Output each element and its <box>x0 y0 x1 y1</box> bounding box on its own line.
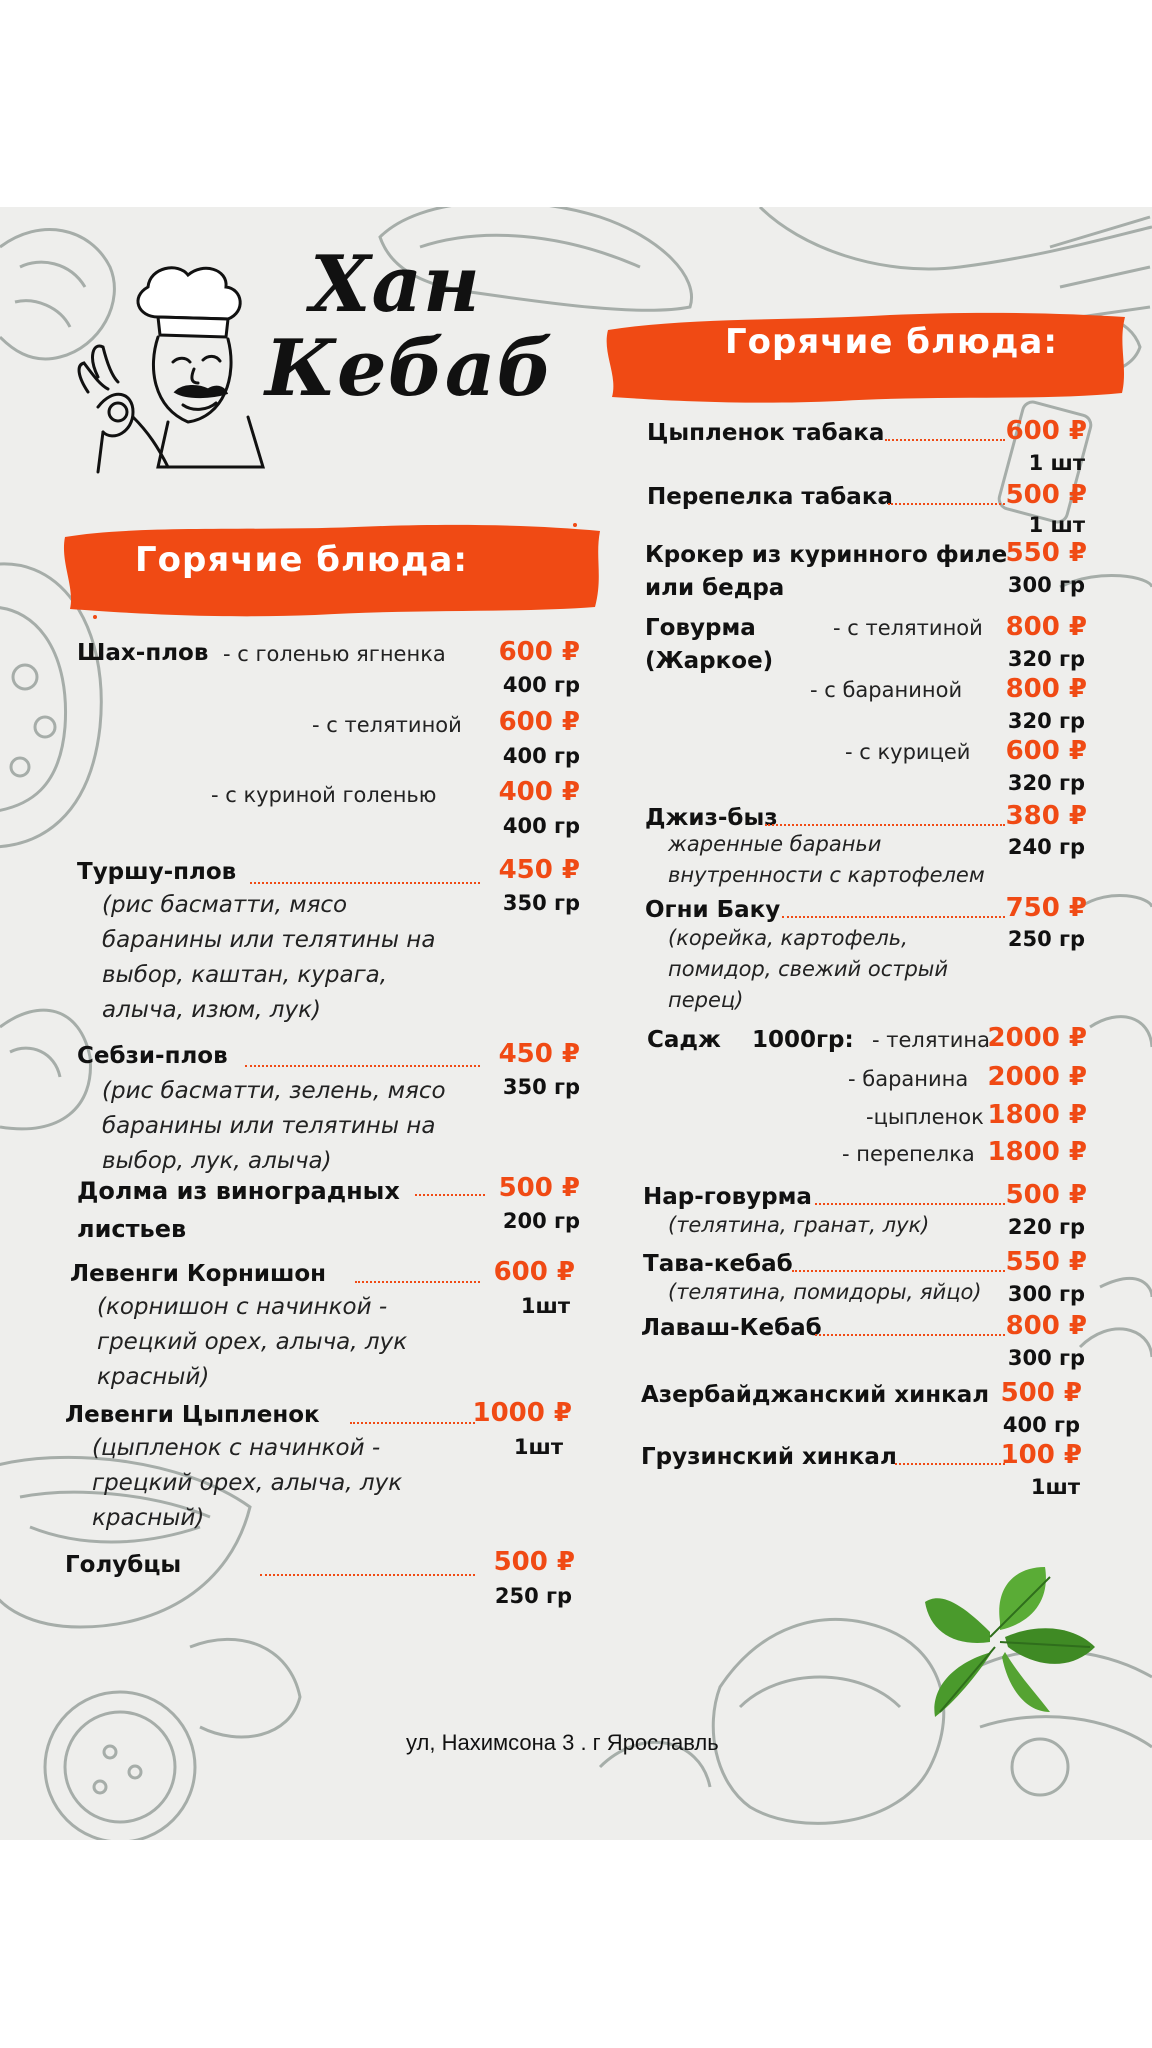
dish-sadzh-price-1: 2000 ₽ <box>987 1023 1087 1053</box>
dish-lavash-kebab-weight: 300 гр <box>1007 1346 1085 1370</box>
dotted-leader <box>245 1065 480 1067</box>
dish-shah-plov-variant-3: - с куриной голенью <box>211 783 437 807</box>
dish-kroker-name-line2: или бедра <box>645 575 785 601</box>
dish-dolma-price: 500 ₽ <box>498 1173 580 1203</box>
dish-sadzh-variant-4: - перепелка <box>842 1142 975 1166</box>
dish-govurma-variant-1: - с телятиной <box>833 616 983 640</box>
dish-gruz-khinkal-weight: 1шт <box>1030 1475 1080 1499</box>
dish-levengi-tsyplenok-price: 1000 ₽ <box>472 1398 572 1428</box>
dish-tava-kebab-price: 550 ₽ <box>1005 1247 1087 1277</box>
dish-sadzh-price-2: 2000 ₽ <box>987 1062 1087 1092</box>
dish-sebzi-plov-price: 450 ₽ <box>498 1039 580 1069</box>
dish-perepelka-tabaka-price: 500 ₽ <box>1005 480 1087 510</box>
dish-govurma-weight-2: 320 гр <box>1007 709 1085 733</box>
dotted-leader <box>765 824 1005 826</box>
dish-ogni-baku-weight: 250 гр <box>1007 927 1085 951</box>
dish-azer-khinkal-price: 500 ₽ <box>1000 1378 1082 1408</box>
dish-golubtsy-name: Голубцы <box>65 1552 182 1578</box>
dish-tava-kebab-name: Тава-кебаб <box>643 1251 793 1277</box>
right-header-title: Горячие блюда: <box>725 322 1058 362</box>
dish-govurma-weight-3: 320 гр <box>1007 771 1085 795</box>
dish-sadzh-variant-1: - телятина <box>872 1028 990 1052</box>
dish-tsyplenok-tabaka-weight: 1 шт <box>1028 451 1085 475</box>
dish-levengi-tsyplenok-weight: 1шт <box>513 1435 563 1459</box>
dish-sadzh-weight-label: 1000гр: <box>752 1027 854 1053</box>
left-header-title: Горячие блюда: <box>135 540 468 580</box>
dish-sebzi-plov-weight: 350 гр <box>502 1075 580 1099</box>
dish-govurma-name-line2: (Жаркое) <box>645 648 774 674</box>
dish-dzhiz-byz-weight: 240 гр <box>1007 835 1085 859</box>
dish-dolma-name-line1: Долма из виноградных <box>77 1177 400 1205</box>
dish-perepelka-tabaka-name: Перепелка табака <box>647 484 893 510</box>
dish-nar-govurma-description: (телятина, гранат, лук) <box>668 1213 930 1237</box>
dotted-leader <box>415 1194 485 1196</box>
dish-levengi-kornishon-price: 600 ₽ <box>493 1257 575 1287</box>
dish-sadzh-price-3: 1800 ₽ <box>987 1100 1087 1130</box>
dish-nar-govurma-price: 500 ₽ <box>1005 1180 1087 1210</box>
dish-turshu-plov-description: (рис басматти, мясо баранины или телятины на выбор, каштан, курага, алыча, изюм, лук) <box>102 892 436 1023</box>
dish-perepelka-tabaka-weight: 1 шт <box>1028 513 1085 537</box>
dish-govurma-weight-1: 320 гр <box>1007 647 1085 671</box>
dish-shah-plov-variant-1: - с голенью ягненка <box>223 642 446 666</box>
dish-shah-plov-price-3: 400 ₽ <box>498 777 580 807</box>
dish-shah-plov-weight-2: 400 гр <box>502 744 580 768</box>
dish-ogni-baku-description: (корейка, картофель, помидор, свежий острый перец) <box>668 926 949 1012</box>
dish-ogni-baku-name: Огни Баку <box>645 897 781 923</box>
dish-govurma-price-2: 800 ₽ <box>1005 674 1087 704</box>
dish-sebzi-plov-description: (рис басматти, зелень, мясо баранины или телятины на выбор, лук, алыча) <box>102 1078 446 1174</box>
dish-dolma-name-line2: листьев <box>77 1215 187 1243</box>
dotted-leader <box>350 1422 475 1424</box>
footer-address: ул, Нахимсона 3 . г Ярославль <box>406 1730 719 1755</box>
dish-nar-govurma-weight: 220 гр <box>1007 1215 1085 1239</box>
dish-govurma-price-1: 800 ₽ <box>1005 612 1087 642</box>
dish-shah-plov-name: Шах-плов <box>77 640 209 666</box>
dotted-leader <box>260 1574 475 1576</box>
menu-page <box>0 207 1152 1840</box>
dish-dzhiz-byz-price: 380 ₽ <box>1005 801 1087 831</box>
dotted-leader <box>782 916 1005 918</box>
dish-shah-plov-variant-2: - с телятиной <box>312 713 462 737</box>
dish-golubtsy-weight: 250 гр <box>494 1584 572 1608</box>
dish-govurma-variant-2: - с бараниной <box>810 678 963 702</box>
dish-gruz-khinkal-name: Грузинский хинкал <box>641 1444 897 1470</box>
dish-nar-govurma-name: Нар-говурма <box>643 1184 812 1210</box>
dish-sebzi-plov-name: Себзи-плов <box>77 1043 228 1069</box>
dish-tsyplenok-tabaka-name: Цыпленок табака <box>647 420 885 446</box>
dish-govurma-variant-3: - с курицей <box>845 740 971 764</box>
dish-dzhiz-byz-name: Джиз-быз <box>645 805 778 831</box>
dish-shah-plov-price-1: 600 ₽ <box>498 637 580 667</box>
dish-ogni-baku-price: 750 ₽ <box>1005 893 1087 923</box>
logo-text-line1: Хан <box>310 239 481 330</box>
dish-azer-khinkal-name: Азербайджанский хинкал <box>641 1382 990 1408</box>
dish-golubtsy-price: 500 ₽ <box>493 1547 575 1577</box>
dish-sadzh-name: Садж <box>647 1027 721 1053</box>
dotted-leader <box>250 882 480 884</box>
dotted-leader <box>355 1281 480 1283</box>
dish-tava-kebab-description: (телятина, помидоры, яйцо) <box>668 1280 982 1304</box>
dish-kroker-name-line1: Крокер из куринного филе <box>645 542 1008 568</box>
dish-turshu-plov-price: 450 ₽ <box>498 855 580 885</box>
logo-text-line2: Кебаб <box>265 323 554 414</box>
dish-kroker-price: 550 ₽ <box>1005 538 1087 568</box>
dish-levengi-kornishon-weight: 1шт <box>520 1294 570 1318</box>
dish-dolma-weight: 200 гр <box>502 1209 580 1233</box>
dish-sadzh-variant-2: - баранина <box>848 1067 969 1091</box>
dish-turshu-plov-name: Туршу-плов <box>77 859 237 885</box>
dish-govurma-name-line1: Говурма <box>645 615 756 641</box>
dish-turshu-plov-weight: 350 гр <box>502 891 580 915</box>
dish-gruz-khinkal-price: 100 ₽ <box>1000 1440 1082 1470</box>
dish-levengi-kornishon-name: Левенги Корнишон <box>70 1261 327 1287</box>
dish-tsyplenok-tabaka-price: 600 ₽ <box>1005 416 1087 446</box>
dish-levengi-tsyplenok-name: Левенги Цыпленок <box>65 1402 320 1428</box>
dish-levengi-kornishon-description: (корнишон с начинкой - грецкий орех, алыча, лук красный) <box>97 1294 408 1390</box>
dish-govurma-price-3: 600 ₽ <box>1005 736 1087 766</box>
dish-levengi-tsyplenok-description: (цыпленок с начинкой - грецкий орех, алыча, лук красный) <box>92 1435 403 1531</box>
dish-sadzh-price-4: 1800 ₽ <box>987 1137 1087 1167</box>
dish-lavash-kebab-price: 800 ₽ <box>1005 1311 1087 1341</box>
dish-shah-plov-weight-1: 400 гр <box>502 673 580 697</box>
dish-shah-plov-weight-3: 400 гр <box>502 814 580 838</box>
dish-kroker-weight: 300 гр <box>1007 573 1085 597</box>
dish-azer-khinkal-weight: 400 гр <box>1002 1413 1080 1437</box>
dish-sadzh-variant-3: -цыпленок <box>866 1105 984 1129</box>
dish-dzhiz-byz-description: жаренные бараньи внутренности с картофелем <box>668 832 985 887</box>
dotted-leader <box>792 1270 1005 1272</box>
dish-tava-kebab-weight: 300 гр <box>1007 1282 1085 1306</box>
dish-shah-plov-price-2: 600 ₽ <box>498 707 580 737</box>
dish-lavash-kebab-name: Лаваш-Кебаб <box>641 1315 822 1341</box>
mint-leaf-icon <box>920 1562 1100 1722</box>
